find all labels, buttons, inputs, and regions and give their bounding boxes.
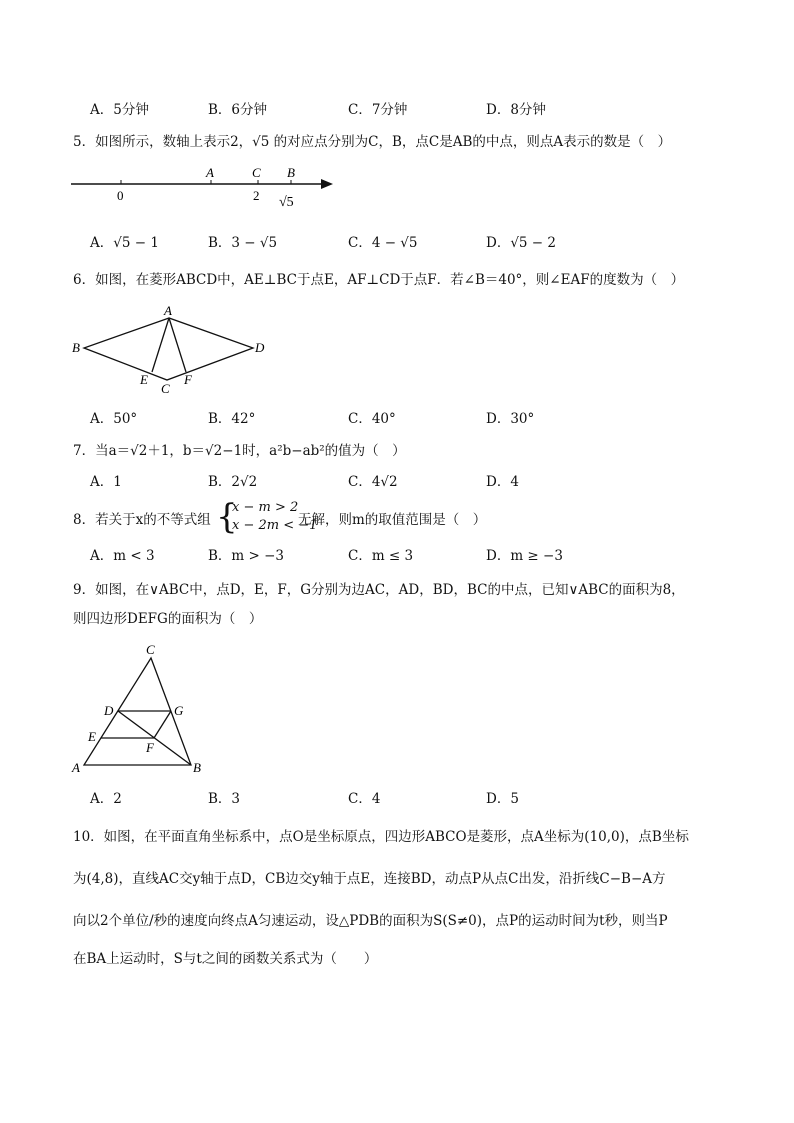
q4-option-d: D．8分钟: [486, 102, 546, 118]
label-0: 0: [117, 188, 124, 203]
label-f: F: [184, 372, 192, 387]
q10-line4: 在BA上运动时，S与t之间的函数关系式为（ ）: [73, 951, 378, 967]
q7-option-c: C．4√2: [348, 474, 398, 490]
rhombus-abcd: [84, 318, 253, 380]
q8-option-a: A．m < 3: [90, 548, 155, 564]
label-e: E: [88, 729, 96, 744]
label-e: E: [140, 372, 148, 387]
q5-option-b: B．3 − √5: [208, 235, 278, 251]
q6-stem: 6．如图，在菱形ABCD中，AE⊥BC于点E，AF⊥CD于点F．若∠B＝40°，则∠EAF的度数为（ ）: [73, 272, 685, 288]
q5-stem: 5．如图所示，数轴上表示2，√5 的对应点分别为C，B，点C是AB的中点，则点A表示的数是（ ）: [73, 134, 672, 150]
q9-option-b: B．3: [208, 791, 241, 807]
q7-option-b: B．2√2: [208, 474, 258, 490]
label-d: D: [104, 703, 114, 718]
label-2: 2: [253, 188, 260, 203]
q8-option-c: C．m ≤ 3: [348, 548, 414, 564]
q5-option-a: A．√5 − 1: [90, 235, 159, 251]
q10-line2: 为(4,8)，直线AC交y轴于点D，CB边交y轴于点E，连接BD，动点P从点C出发，沿折线C−B−A方: [73, 871, 666, 887]
q8-system-brace: {: [216, 497, 238, 537]
label-c: C: [161, 381, 170, 396]
q6-option-c: C．40°: [348, 411, 396, 427]
q7-option-d: D．4: [486, 474, 519, 490]
q5-option-c: C．4 − √5: [348, 235, 418, 251]
segment-af: [169, 318, 186, 372]
q6-option-d: D．30°: [486, 411, 535, 427]
label-b: B: [287, 165, 295, 180]
q4-option-a: A．5分钟: [90, 102, 149, 118]
label-a: A: [72, 760, 80, 775]
q8-stem-prefix: 8．若关于x的不等式组: [73, 512, 211, 528]
q9-triangle-figure: [66, 640, 216, 778]
label-sqrt5: √5: [279, 195, 294, 210]
label-a: A: [164, 303, 172, 318]
label-c: C: [252, 165, 261, 180]
q9-option-d: D．5: [486, 791, 519, 807]
q8-inequality-2: x − 2m < −1: [232, 518, 318, 533]
q10-line3: 向以2个单位/秒的速度向终点A匀速运动，设△PDB的面积为S(S≠0)，点P的运动时间为t秒，则当P: [73, 913, 668, 929]
q5-option-d: D．√5 − 2: [486, 235, 556, 251]
label-d: D: [255, 340, 265, 355]
q4-option-c: C．7分钟: [348, 102, 408, 118]
number-line-arrow: [321, 179, 333, 189]
q7-option-a: A．1: [90, 474, 122, 490]
q4-option-b: B．6分钟: [208, 102, 268, 118]
label-b: B: [193, 760, 201, 775]
label-g: G: [174, 703, 184, 718]
q5-number-line-figure: [65, 160, 345, 212]
q6-option-b: B．42°: [208, 411, 256, 427]
label-f: F: [146, 740, 154, 755]
label-c: C: [146, 642, 155, 657]
label-b: B: [72, 340, 80, 355]
q8-stem-suffix: 无解，则m的取值范围是（ ）: [298, 512, 487, 528]
q7-stem: 7．当a＝√2＋1，b＝√2−1时，a²b−ab²的值为（ ）: [73, 443, 406, 459]
q8-option-d: D．m ≥ −3: [486, 548, 563, 564]
q9-option-a: A．2: [90, 791, 122, 807]
q9-stem-line1: 9．如图，在∨ABC中，点D，E，F，G分别为边AC，AD，BD，BC的中点，已知∨ABC的面积为8，: [73, 582, 685, 598]
segment-fg: [154, 711, 171, 738]
q8-inequality-1: x − m > 2: [232, 500, 299, 515]
q9-stem-line2: 则四边形DEFG的面积为（ ）: [73, 611, 263, 627]
q6-rhombus-figure: [66, 300, 276, 396]
segment-ae: [152, 318, 169, 372]
label-a: A: [206, 165, 214, 180]
q10-line1: 10．如图，在平面直角坐标系中，点O是坐标原点，四边形ABCO是菱形，点A坐标为(10,0)，点B坐标: [73, 829, 689, 845]
q9-option-c: C．4: [348, 791, 381, 807]
q8-option-b: B．m > −3: [208, 548, 285, 564]
q6-option-a: A．50°: [90, 411, 138, 427]
